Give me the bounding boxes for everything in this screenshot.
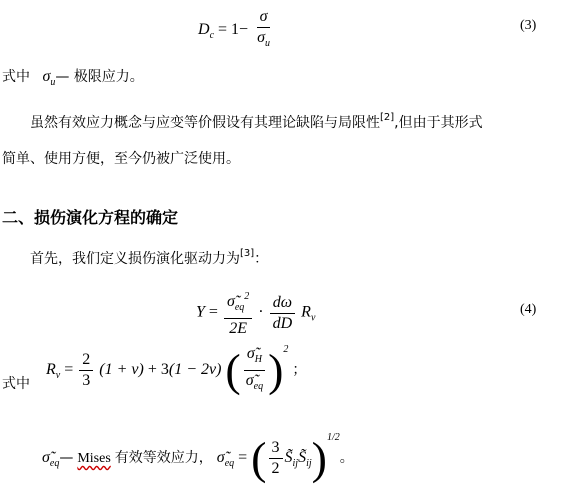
mises-s2: S̃ bbox=[298, 449, 307, 466]
para1-line2: 简单、使用方便，至今仍被广泛使用。 bbox=[2, 151, 240, 167]
rv-three: 3 bbox=[160, 361, 169, 378]
mises-name: Mises bbox=[77, 451, 111, 466]
section-heading: 二、损伤演化方程的确定 bbox=[2, 208, 179, 227]
para1-ref: [2] bbox=[380, 112, 395, 123]
rv-stress-num-sym: σ̃ bbox=[246, 344, 255, 362]
mises-s2-sub: ij bbox=[306, 458, 312, 469]
eq4-num1-sym: σ̃ bbox=[226, 293, 235, 310]
rv-right-paren: ) bbox=[268, 344, 284, 396]
mises-s1: S̃ bbox=[284, 449, 293, 466]
para2-text: 首先，我们定义损伤演化驱动力为 bbox=[30, 251, 240, 267]
sigma-u-desc: 极限应力。 bbox=[73, 69, 144, 85]
rv-lhs: R bbox=[46, 361, 56, 378]
rv-stress-num-sub: H bbox=[254, 353, 262, 365]
eq4-den1: 2E bbox=[229, 320, 247, 337]
rv-term2: (1 − 2ν) bbox=[168, 361, 222, 378]
mises-equals: = bbox=[238, 449, 248, 466]
eq3-lhs-sub: c bbox=[209, 30, 215, 42]
rv-stress-den-sym: σ̃ bbox=[245, 371, 254, 389]
mises-exp-den: 2 bbox=[334, 432, 340, 443]
rv-coef-den: 3 bbox=[82, 371, 91, 389]
mises-right-paren: ) bbox=[311, 432, 327, 484]
eq3-one: 1 bbox=[231, 21, 240, 39]
mises-dash: — bbox=[59, 450, 74, 466]
rv-equation bbox=[46, 344, 306, 396]
eq4-r: R bbox=[301, 303, 311, 321]
rv-exponent: 2 bbox=[283, 344, 289, 355]
sigma-u-sym: σ bbox=[42, 68, 51, 85]
eq4-num1-sub: eq bbox=[234, 302, 245, 313]
rv-tail: ； bbox=[292, 362, 307, 378]
eq3-number: (3) bbox=[520, 18, 537, 33]
sigma-u-sub: u bbox=[50, 77, 56, 88]
mises-definition bbox=[42, 432, 354, 484]
eq3-minus: − bbox=[239, 21, 249, 39]
mises-left-paren: ( bbox=[251, 432, 267, 484]
sigma-u-prefix: 式中 bbox=[2, 69, 30, 85]
mises-desc: 有效等效应力， bbox=[114, 450, 213, 466]
mises-coef-num: 3 bbox=[269, 439, 283, 459]
sigma-u-symbol bbox=[42, 68, 56, 88]
eq4-fraction-1 bbox=[224, 288, 252, 338]
mises-coef-fraction bbox=[269, 439, 283, 478]
eq3-lhs: D bbox=[198, 21, 210, 39]
eq4-fraction-2 bbox=[270, 294, 296, 333]
eq4-lhs: Y bbox=[196, 303, 205, 321]
rv-coef-fraction bbox=[79, 351, 93, 390]
eq3-fraction bbox=[254, 8, 273, 53]
eq4-num1-sup: 2 bbox=[244, 291, 250, 302]
rv-plus: + bbox=[147, 361, 157, 378]
para1-line1 bbox=[30, 112, 483, 132]
equation-4 bbox=[196, 288, 315, 338]
rv-left-paren: ( bbox=[225, 344, 241, 396]
eq4-den2: dD bbox=[272, 314, 293, 332]
rv-stress-num bbox=[244, 345, 265, 371]
para1-tail: ,但由于其形式 bbox=[394, 115, 483, 131]
rv-coef-num: 2 bbox=[79, 351, 93, 371]
mises-symbol-2-sub: eq bbox=[224, 458, 235, 469]
sigma-u-dash: — bbox=[55, 69, 70, 85]
rv-term1: (1 + ν) bbox=[99, 361, 144, 378]
eq3-den-symbol: σ bbox=[257, 29, 265, 46]
rv-lhs-sub: ν bbox=[55, 370, 61, 381]
mises-s1-sub: ij bbox=[292, 458, 299, 469]
rv-stress-den-sub: eq bbox=[253, 380, 264, 392]
rv-stress-den bbox=[243, 371, 266, 396]
eq4-num1 bbox=[224, 288, 252, 319]
mises-tail: 。 bbox=[339, 450, 354, 466]
rv-prefix: 式中 bbox=[2, 376, 30, 392]
eq3-equals: = bbox=[218, 21, 228, 39]
mises-exponent: 1/2 bbox=[326, 432, 340, 443]
mises-symbol: σ̃ bbox=[42, 449, 50, 466]
eq3-den-sub: u bbox=[264, 38, 270, 49]
mises-exp-num: 1 bbox=[326, 432, 332, 443]
para2 bbox=[30, 248, 268, 268]
eq4-equals: = bbox=[208, 303, 218, 321]
rv-equals: = bbox=[64, 361, 74, 378]
mises-symbol-sub: eq bbox=[49, 458, 60, 469]
para2-ref: [3] bbox=[240, 248, 255, 259]
eq4-dot: · bbox=[258, 303, 264, 321]
mises-symbol-2: σ̃ bbox=[216, 449, 225, 466]
para1-text: 虽然有效应力概念与应变等价假设有其理论缺陷与局限性 bbox=[30, 115, 380, 131]
mises-coef-den: 2 bbox=[271, 459, 280, 477]
eq3-numerator: σ bbox=[257, 8, 271, 28]
sigma-u-definition bbox=[2, 66, 144, 88]
eq4-num2: dω bbox=[270, 294, 295, 314]
eq3-denominator bbox=[254, 28, 273, 53]
equation-3 bbox=[198, 8, 275, 53]
para2-tail: ： bbox=[254, 251, 269, 267]
eq4-number: (4) bbox=[520, 302, 537, 317]
eq4-r-sub: ν bbox=[310, 312, 316, 324]
rv-stress-fraction bbox=[243, 345, 266, 396]
